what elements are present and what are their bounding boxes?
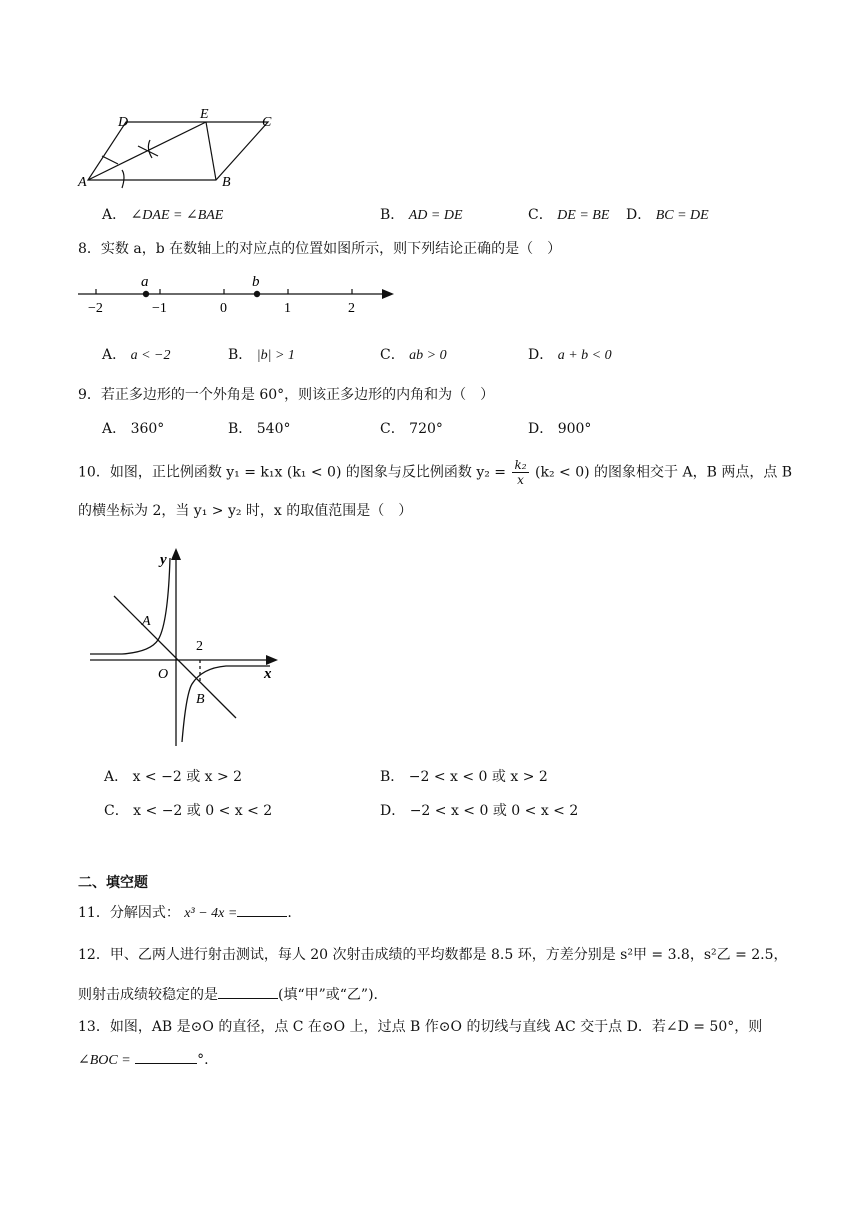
q8-option-a [102,344,170,364]
y-axis-label: y [160,552,167,568]
tick-label: −2 [88,301,103,316]
q13-line1: 13．如图，AB 是⊙O 的直径，点 C 在⊙O 上，过点 B 作⊙O 的切线与直线 AC 交于点 D．若∠D = 50°，则 [78,1019,763,1035]
q10-stem-line2: 的横坐标为 2，当 y₁ > y₂ 时，x 的取值范围是（ ） [78,503,413,519]
q8-number-line [76,272,400,318]
label-d: D [118,115,129,130]
answer-blank[interactable] [218,998,278,999]
q9-stem: 9．若正多边形的一个外角是 60°，则该正多边形的内角和为（ ） [78,387,495,403]
q7-option-a [102,204,223,224]
option-text: ab > 0 [409,348,447,363]
option-letter: D． [380,803,406,819]
point-b-label: b [252,274,260,290]
option-text: 900° [557,421,592,437]
tick-label: 2 [348,301,355,316]
option-letter: B． [228,421,253,437]
option-letter: D． [528,347,554,363]
label-a: A [78,175,87,190]
section-title: 二、填空题 [78,875,148,891]
fraction-denominator: x [517,473,524,487]
q7-option-c [528,204,609,224]
fraction-numerator: k₂ [514,458,527,472]
point-a-dot [143,291,149,297]
q12-line2 [78,984,378,1004]
tick-label: −1 [152,301,167,316]
hyperbola-branch-left [90,558,170,654]
q13-prefix: ∠BOC = [78,1053,131,1068]
option-letter: D． [626,207,652,223]
axis-arrow-icon [382,289,394,299]
q12-prefix: 则射击成绩较稳定的是 [78,987,218,1003]
q11-suffix: . [287,905,292,921]
x-axis-arrow-icon [266,655,278,665]
point-a-label: a [141,274,149,290]
option-text: −2 < x < 0 或 x > 2 [408,769,548,785]
q8-option-d [528,344,612,364]
option-letter: C． [104,803,129,819]
q8-option-c [380,344,447,364]
q7-option-d [626,204,709,224]
arc-mark-ab [122,170,124,188]
point-b-dot [254,291,260,297]
q11-expression: x³ − 4x = [184,906,238,921]
q10-option-b [380,766,548,786]
q10-option-c [104,800,272,820]
q9-option-b [228,418,290,438]
parallelogram-outline [88,122,268,180]
option-text: 360° [130,421,165,437]
option-text: ∠DAE = ∠BAE [130,208,224,223]
q13-suffix: °. [197,1052,209,1068]
option-letter: B． [228,347,253,363]
fraction [512,458,528,487]
option-text: x < −2 或 0 < x < 2 [133,803,273,819]
tick-label: 1 [284,301,291,316]
option-letter: A． [104,769,129,785]
q9-option-d [528,418,591,438]
answer-blank[interactable] [237,916,287,917]
option-text: x < −2 或 x > 2 [132,769,243,785]
option-text: 720° [409,421,443,437]
option-letter: A． [102,347,127,363]
stem-text: 10．如图，正比例函数 y₁ = k₁x (k₁ < 0) 的图象与反比例函数 y₂ = [78,464,507,481]
tick-label: 0 [220,301,227,316]
q10-stem-line1 [78,458,792,487]
option-letter: C． [380,347,405,363]
q10-function-graph [86,544,286,750]
option-text: BC = DE [655,208,709,223]
q12-line1: 12．甲、乙两人进行射击测试，每人 20 次射击成绩的平均数都是 8.5 环，方差分别是 s²甲 = 3.8，s²乙 = 2.5， [78,947,788,963]
q9-option-c [380,418,443,438]
point-a-label: A [142,614,151,629]
q9-option-a [102,418,164,438]
option-text: AD = DE [408,208,463,223]
option-text: a + b < 0 [557,348,612,363]
q7-option-b [380,204,463,224]
q8-option-b [228,344,295,364]
option-letter: C． [380,421,405,437]
origin-label: O [158,667,169,682]
option-letter: A． [102,421,127,437]
option-letter: B． [380,769,405,785]
proportional-line [114,596,236,718]
tick-2-label: 2 [196,639,203,654]
q8-stem: 8．实数 a，b 在数轴上的对应点的位置如图所示，则下列结论正确的是（ ） [78,241,562,257]
option-letter: D． [528,421,554,437]
x-axis-label: x [264,666,272,682]
q12-suffix: (填“甲”或“乙”). [278,987,379,1003]
option-text: |b| > 1 [256,348,295,363]
q11 [78,902,292,922]
segment-eb [206,122,216,180]
option-text: DE = BE [557,208,610,223]
label-b: B [222,175,231,190]
option-letter: B． [380,207,405,223]
option-text: 540° [256,421,291,437]
arc-mark-ad [102,156,118,164]
option-letter: C． [528,207,553,223]
q10-option-a [104,766,242,786]
q7-parallelogram-figure [76,102,286,194]
answer-blank[interactable] [135,1063,197,1064]
option-text: a < −2 [130,348,171,363]
label-c: C [262,115,272,130]
point-b-label: B [196,692,205,707]
option-letter: A． [102,207,127,223]
q13-line2 [78,1052,209,1069]
stem-text: (k₂ < 0) 的图象相交于 A，B 两点，点 B [535,464,793,481]
q10-option-d [380,800,578,820]
y-axis-arrow-icon [171,548,181,560]
option-text: −2 < x < 0 或 0 < x < 2 [409,803,579,819]
q11-prefix: 11．分解因式： [78,905,180,921]
label-e: E [200,107,209,122]
